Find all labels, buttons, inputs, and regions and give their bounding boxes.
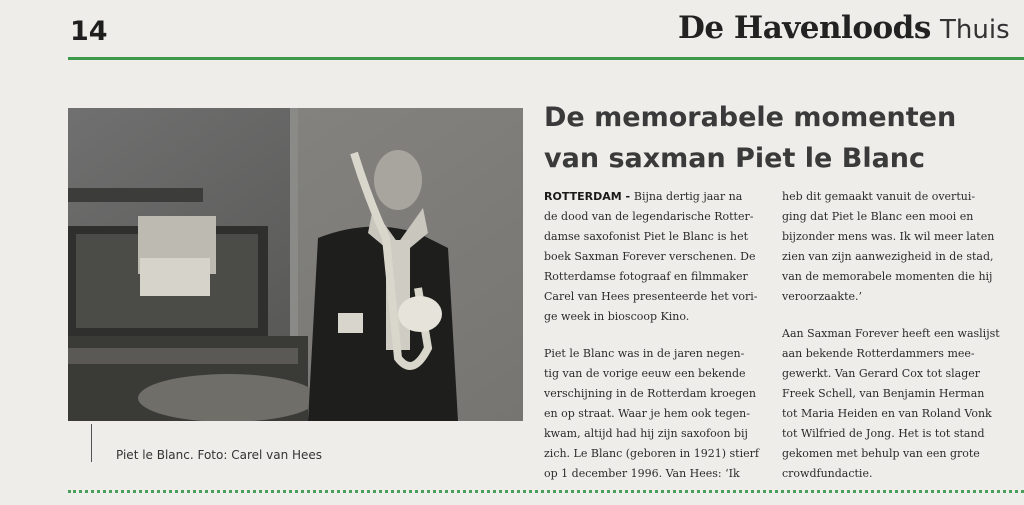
headline-line: van saxman Piet le Blanc xyxy=(544,143,926,174)
body-line: de dood van de legendarische Rotter- xyxy=(544,210,754,223)
body-line: Carel van Hees presenteerde het vori- xyxy=(544,290,758,303)
body-line: crowdfundactie. xyxy=(782,467,873,480)
body-line: veroorzaakte.’ xyxy=(782,290,862,303)
body-line: Rotterdamse fotograaf en filmmaker xyxy=(544,270,748,283)
body-line: ROTTERDAM - Bijna dertig jaar na xyxy=(544,190,743,203)
body-line: zien van zijn aanwezigheid in de stad, xyxy=(782,250,994,263)
body-line: ge week in bioscoop Kino. xyxy=(544,310,690,323)
headline xyxy=(544,97,1014,179)
masthead-logo: De Havenloods xyxy=(678,10,931,46)
page-number: 14 xyxy=(70,16,108,47)
bottom-divider xyxy=(68,490,1024,493)
body-line: kwam, altijd had hij zijn saxofoon bij xyxy=(544,427,748,440)
article-column-2 xyxy=(782,187,1000,484)
body-line: verschijning in de Rotterdam kroegen xyxy=(544,387,756,400)
body-line: Piet le Blanc was in de jaren negen- xyxy=(544,347,745,360)
body-line: en op straat. Waar je hem ook tegen- xyxy=(544,407,750,420)
saxophonist-photo-illustration xyxy=(68,108,523,421)
body-line: boek Saxman Forever verschenen. De xyxy=(544,250,756,263)
body-line: Aan Saxman Forever heeft een waslijst xyxy=(782,327,1000,340)
photo-caption: Piet le Blanc. Foto: Carel van Hees xyxy=(116,448,323,462)
body-line: zich. Le Blanc (geboren in 1921) stierf xyxy=(544,447,759,460)
body-line: tot Maria Heiden en van Roland Vonk xyxy=(782,407,992,420)
body-line: tig van de vorige eeuw een bekende xyxy=(544,367,746,380)
body-line: gewerkt. Van Gerard Cox tot slager xyxy=(782,367,981,380)
article-photo xyxy=(68,108,523,421)
body-line: tot Wilfried de Jong. Het is tot stand xyxy=(782,427,985,440)
article-column-1 xyxy=(544,187,759,484)
caption-divider xyxy=(91,424,92,462)
body-line: heb dit gemaakt vanuit de overtui- xyxy=(782,190,976,203)
body-line: op 1 december 1996. Van Hees: ‘Ik xyxy=(544,467,740,480)
body-line: damse saxofonist Piet le Blanc is het xyxy=(544,230,749,243)
dateline: ROTTERDAM - xyxy=(544,190,634,203)
top-divider xyxy=(68,57,1024,60)
body-line: Freek Schell, van Benjamin Herman xyxy=(782,387,985,400)
body-line: van de memorabele momenten die hij xyxy=(782,270,993,283)
body-line: aan bekende Rotterdammers mee- xyxy=(782,347,975,360)
body-line: bijzonder mens was. Ik wil meer laten xyxy=(782,230,995,243)
body-line: ging dat Piet le Blanc een mooi en xyxy=(782,210,974,223)
section-label: Thuis xyxy=(940,15,1010,45)
body-line: gekomen met behulp van een grote xyxy=(782,447,980,460)
headline-line: De memorabele momenten xyxy=(544,102,957,133)
